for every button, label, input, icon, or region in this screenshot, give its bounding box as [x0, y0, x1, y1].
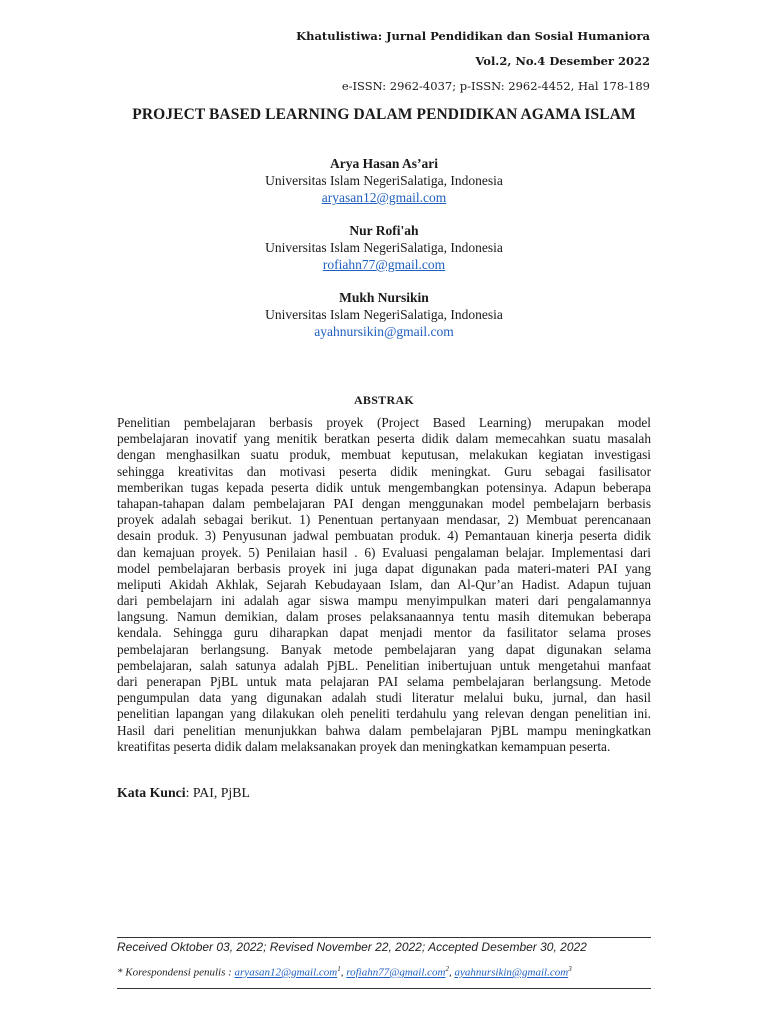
abstract-line: tahapan-tahapan dalam pembelajaran PAI dengan menggunakan model pembelajarn berbasis	[117, 495, 651, 511]
author-block-2	[0, 222, 768, 273]
keywords-value: : PAI, PjBL	[185, 785, 250, 800]
abstract-line: proyek adalah sebagai berikut. 1) Penentuan pertanyaan mendasar, 2) Membuat perencanaan	[117, 512, 651, 528]
author-block-3	[0, 289, 768, 340]
author-block-1	[0, 155, 768, 206]
correspondence-mark-3: 3	[568, 965, 572, 973]
correspondence-email-2[interactable]: rofiahn77@gmail.com	[346, 966, 446, 979]
abstract-line: dan kemajuan proyek. 5) Penilaian hasil . 6) Evaluasi pengalaman belajar. Implementasi dari	[117, 544, 651, 560]
journal-header	[296, 24, 650, 99]
correspondence-label: * Korespondensi penulis :	[117, 966, 232, 979]
author-email-link[interactable]: ayahnursikin@gmail.com	[314, 324, 454, 339]
abstract-line: meliputi Akidah Akhlak, Sejarah Kebudayaan Islam, dan Al-Qur’an Hadist. Adapun tujuan	[117, 576, 651, 592]
abstract-line: kreatifitas peserta didik dalam melaksanakan proyek dan meningkatkan kemampuan peserta.	[117, 738, 611, 754]
abstract-line: dengan menghasilkan suatu produk, membuat keputusan, melakukan kegiatan investigasi	[117, 447, 651, 463]
author-affiliation: Universitas Islam NegeriSalatiga, Indonesia	[265, 307, 503, 322]
correspondence-line: * Korespondensi penulis : aryasan12@gmail.com$^1$, rofiahn77@gmail.com$^2$, ayahnursikin@gmail.com$^3$	[117, 965, 572, 979]
abstract-line: model pembelajaran berbasis proyek ini juga dapat digunakan pada materi-materi PAI yang	[117, 560, 651, 576]
abstract-line: pembelajaran inovatif yang menitik beratkan peserta didik dalam memecahkan suatu masalah	[117, 431, 651, 447]
author-name: Arya Hasan As’ari	[330, 156, 438, 171]
keywords-label: Kata Kunci	[117, 785, 186, 800]
author-name: Mukh Nursikin	[339, 290, 429, 305]
abstract-line: dari pembelajarn ini adalah agar siswa mampu menyimpulkan materi dari pengalamannya	[117, 593, 651, 609]
paper-title: PROJECT BASED LEARNING DALAM PENDIDIKAN AGAMA ISLAM	[132, 106, 636, 123]
author-affiliation: Universitas Islam NegeriSalatiga, Indonesia	[265, 240, 503, 255]
abstract-line: dari penerapan PjBL untuk mata pelajaran PAI selama pembelajaran berlangsung. Metode	[117, 674, 651, 689]
journal-name: Khatulistiwa: Jurnal Pendidikan dan Sosial Humaniora	[296, 29, 650, 43]
author-name: Nur Rofi'ah	[349, 223, 419, 238]
correspondence-email-3[interactable]: ayahnursikin@gmail.com	[454, 966, 569, 979]
abstract-line: penelitian lapangan yang dilakukan oleh peneliti terdahulu yang relevan dengan penelitian ini.	[117, 706, 651, 722]
abstract-line: Penelitian pembelajaran berbasis proyek (Project Based Learning) merupakan model	[117, 415, 651, 430]
keywords	[117, 785, 250, 801]
author-email-link[interactable]: rofiahn77@gmail.com	[322, 257, 446, 272]
journal-volume: Vol.2, No.4 Desember 2022	[475, 54, 650, 68]
author-affiliation: Universitas Islam NegeriSalatiga, Indonesia	[265, 173, 503, 188]
received-dates: Received Oktober 03, 2022; Revised November 22, 2022; Accepted Desember 30, 2022	[117, 940, 587, 954]
footer	[117, 937, 651, 989]
correspondence-mark-1: 1	[337, 965, 341, 973]
correspondence-email-1[interactable]: aryasan12@gmail.com	[234, 966, 338, 979]
abstract-line: Hasil dari penelitian menunjukkan bahwa dalam pembelajaran PjBL mampu meningkatkan	[117, 722, 651, 738]
footer-divider-bottom	[117, 988, 651, 989]
footer-divider-top	[117, 937, 651, 938]
abstract-line: pembelajaran berlangsung. Banyak metode pembelajaran yang dapat digunakan selama	[117, 641, 651, 657]
abstract-line: langsung. Namun demikian, dalam proses pelaksanaannya tentu masih ditemukan beberapa	[117, 609, 651, 625]
abstract-line: memberikan tugas kepada peserta didik untuk mengembangkan potensinya. Adapun beberapa	[117, 479, 651, 495]
abstract-line: kendala. Sehingga guru diharapkan dapat menjadi mentor da fasilitator selama proses	[117, 625, 651, 641]
abstract-body	[117, 415, 651, 755]
abstract-line: pembelajaran, salah satunya adalah PjBL. Penelitian inibertujuan untuk mengetahui manfaat	[117, 657, 651, 673]
abstract-line: sehingga kreativitas dan motivasi peserta didik meningkat. Guru sebagai fasilisator	[117, 463, 651, 479]
author-email-link[interactable]: aryasan12@gmail.com	[321, 190, 447, 205]
abstract-line: desain produk. 3) Penyusunan jadwal pembuatan produk. 4) Pemantauan kinerja peserta didik	[117, 528, 651, 544]
correspondence-mark-2: 2	[445, 965, 449, 973]
abstract-heading: ABSTRAK	[353, 393, 415, 407]
journal-issn: e-ISSN: 2962-4037; p-ISSN: 2962-4452, Hal 178-189	[341, 79, 650, 93]
abstract-line: pengumpulan data yang digunakan adalah studi literatur melalui buku, jurnal, dan hasil	[117, 690, 651, 706]
